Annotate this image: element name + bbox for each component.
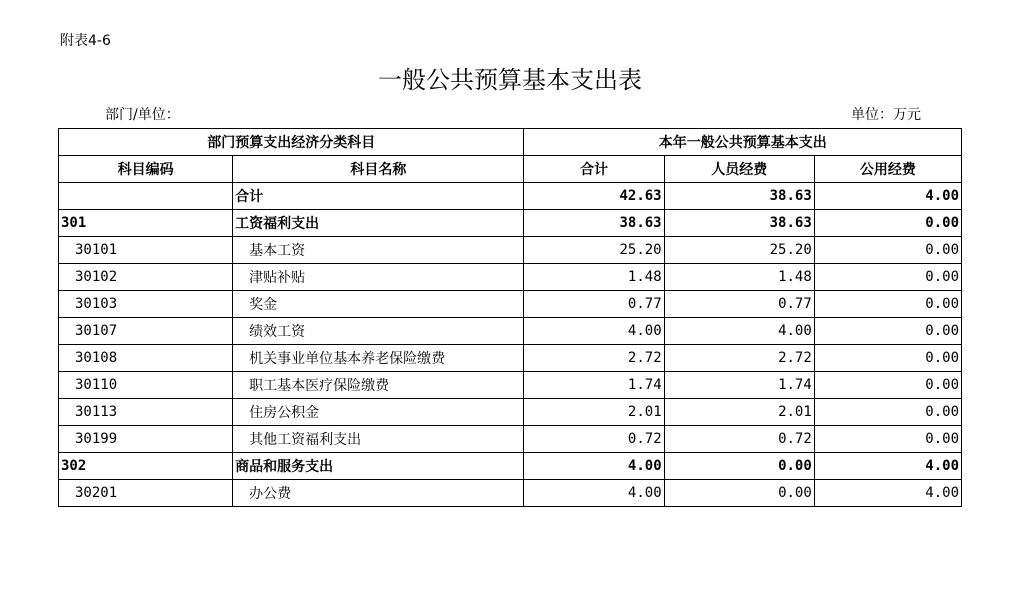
row-code-cell: 30101 bbox=[59, 237, 233, 264]
row-public-cell: 4.00 bbox=[814, 480, 961, 507]
table-row bbox=[59, 210, 962, 237]
header-economic-classification: 部门预算支出经济分类科目 bbox=[59, 129, 524, 156]
row-total-cell: 4.00 bbox=[524, 453, 664, 480]
row-code-cell: 30199 bbox=[59, 426, 233, 453]
row-public-cell: 0.00 bbox=[814, 291, 961, 318]
row-personnel-cell: 25.20 bbox=[664, 237, 814, 264]
row-public-cell: 0.00 bbox=[814, 426, 961, 453]
header-name: 科目名称 bbox=[233, 156, 524, 183]
page-title: 一般公共预算基本支出表 bbox=[378, 66, 642, 94]
row-public-cell: 4.00 bbox=[814, 453, 961, 480]
total-name-cell: 合计 bbox=[233, 183, 524, 210]
row-personnel-cell: 0.77 bbox=[664, 291, 814, 318]
row-total-cell: 1.48 bbox=[524, 264, 664, 291]
unit-label: 单位：万元 bbox=[851, 107, 921, 123]
total-row bbox=[59, 183, 962, 210]
total-code-cell bbox=[59, 183, 233, 210]
table-row bbox=[59, 264, 962, 291]
row-personnel-cell: 4.00 bbox=[664, 318, 814, 345]
table-row bbox=[59, 453, 962, 480]
attachment-label: 附表4-6 bbox=[60, 33, 111, 49]
row-name-cell: 基本工资 bbox=[233, 237, 524, 264]
row-total-cell: 2.01 bbox=[524, 399, 664, 426]
header-total: 合计 bbox=[524, 156, 664, 183]
row-code-cell: 30201 bbox=[59, 480, 233, 507]
row-public-cell: 0.00 bbox=[814, 318, 961, 345]
row-total-cell: 4.00 bbox=[524, 318, 664, 345]
total-public-cell: 4.00 bbox=[814, 183, 961, 210]
row-total-cell: 0.77 bbox=[524, 291, 664, 318]
header-personnel: 人员经费 bbox=[664, 156, 814, 183]
row-personnel-cell: 0.00 bbox=[664, 453, 814, 480]
budget-table bbox=[58, 128, 962, 507]
row-personnel-cell: 2.01 bbox=[664, 399, 814, 426]
row-code-cell: 30108 bbox=[59, 345, 233, 372]
row-name-cell: 办公费 bbox=[233, 480, 524, 507]
row-public-cell: 0.00 bbox=[814, 264, 961, 291]
table-row bbox=[59, 372, 962, 399]
row-code-cell: 30107 bbox=[59, 318, 233, 345]
table-row bbox=[59, 291, 962, 318]
row-personnel-cell: 1.74 bbox=[664, 372, 814, 399]
row-public-cell: 0.00 bbox=[814, 210, 961, 237]
header-code: 科目编码 bbox=[59, 156, 233, 183]
row-code-cell: 301 bbox=[59, 210, 233, 237]
row-name-cell: 绩效工资 bbox=[233, 318, 524, 345]
header-column-row bbox=[59, 156, 962, 183]
table-row bbox=[59, 345, 962, 372]
row-public-cell: 0.00 bbox=[814, 237, 961, 264]
row-personnel-cell: 0.72 bbox=[664, 426, 814, 453]
row-total-cell: 0.72 bbox=[524, 426, 664, 453]
row-code-cell: 30110 bbox=[59, 372, 233, 399]
table-row bbox=[59, 237, 962, 264]
row-name-cell: 其他工资福利支出 bbox=[233, 426, 524, 453]
row-total-cell: 25.20 bbox=[524, 237, 664, 264]
row-personnel-cell: 1.48 bbox=[664, 264, 814, 291]
row-code-cell: 30113 bbox=[59, 399, 233, 426]
header-basic-expenditure: 本年一般公共预算基本支出 bbox=[524, 129, 962, 156]
row-personnel-cell: 38.63 bbox=[664, 210, 814, 237]
row-public-cell: 0.00 bbox=[814, 345, 961, 372]
table-row bbox=[59, 399, 962, 426]
header-public: 公用经费 bbox=[814, 156, 961, 183]
total-personnel-cell: 38.63 bbox=[664, 183, 814, 210]
total-total-cell: 42.63 bbox=[524, 183, 664, 210]
row-total-cell: 4.00 bbox=[524, 480, 664, 507]
row-name-cell: 商品和服务支出 bbox=[233, 453, 524, 480]
department-label: 部门/单位： bbox=[105, 107, 180, 123]
header-group-row bbox=[59, 129, 962, 156]
table-row bbox=[59, 480, 962, 507]
row-name-cell: 机关事业单位基本养老保险缴费 bbox=[233, 345, 524, 372]
row-public-cell: 0.00 bbox=[814, 399, 961, 426]
table-row bbox=[59, 318, 962, 345]
row-public-cell: 0.00 bbox=[814, 372, 961, 399]
row-total-cell: 1.74 bbox=[524, 372, 664, 399]
row-code-cell: 30102 bbox=[59, 264, 233, 291]
row-total-cell: 2.72 bbox=[524, 345, 664, 372]
table-row bbox=[59, 426, 962, 453]
row-name-cell: 津贴补贴 bbox=[233, 264, 524, 291]
row-total-cell: 38.63 bbox=[524, 210, 664, 237]
row-name-cell: 奖金 bbox=[233, 291, 524, 318]
row-personnel-cell: 0.00 bbox=[664, 480, 814, 507]
row-personnel-cell: 2.72 bbox=[664, 345, 814, 372]
row-name-cell: 职工基本医疗保险缴费 bbox=[233, 372, 524, 399]
row-name-cell: 住房公积金 bbox=[233, 399, 524, 426]
row-name-cell: 工资福利支出 bbox=[233, 210, 524, 237]
row-code-cell: 302 bbox=[59, 453, 233, 480]
row-code-cell: 30103 bbox=[59, 291, 233, 318]
